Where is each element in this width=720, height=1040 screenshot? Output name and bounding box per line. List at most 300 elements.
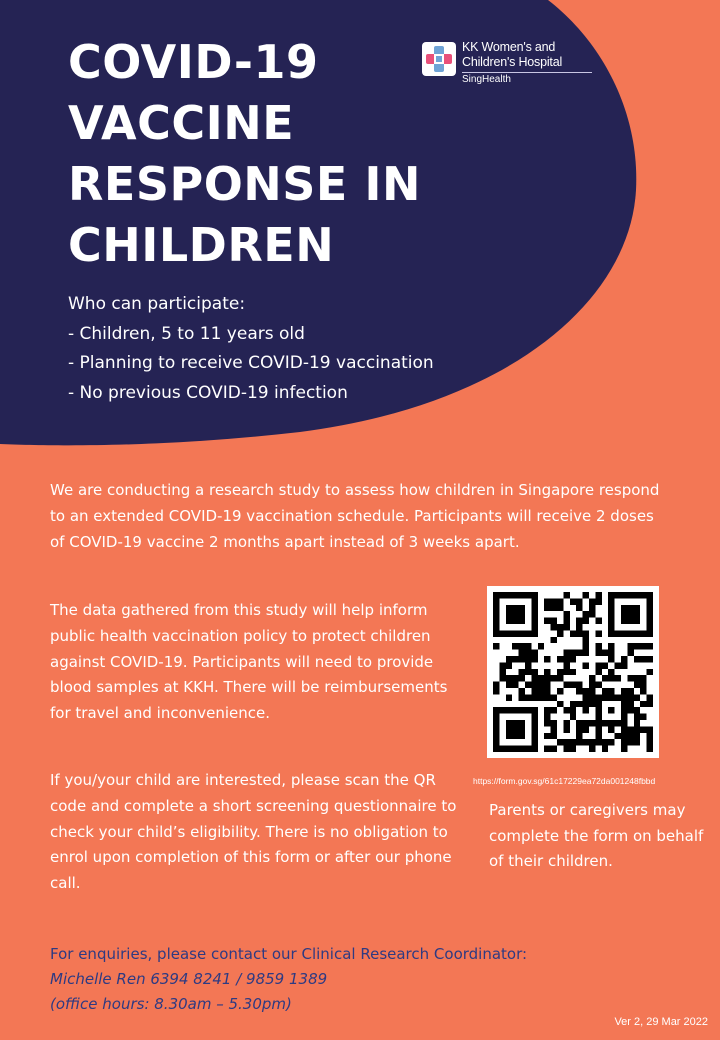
- qr-module: [634, 682, 640, 688]
- qr-module: [621, 656, 627, 662]
- qr-module: [512, 746, 518, 752]
- qr-module: [551, 618, 557, 624]
- qr-module: [621, 714, 627, 720]
- qr-module: [512, 707, 518, 713]
- qr-module: [583, 592, 589, 598]
- qr-module: [551, 746, 557, 752]
- qr-module: [531, 746, 537, 752]
- qr-module: [647, 624, 653, 630]
- qr-module: [531, 650, 537, 656]
- qr-module: [602, 688, 608, 694]
- hospital-logo: [422, 40, 582, 90]
- qr-module: [634, 605, 640, 611]
- qr-module: [583, 643, 589, 649]
- qr-module: [589, 675, 595, 681]
- qr-module: [576, 733, 582, 739]
- qr-module: [557, 675, 563, 681]
- qr-module: [557, 701, 563, 707]
- title-line: COVID-19: [68, 35, 319, 89]
- qr-module: [647, 694, 653, 700]
- qr-module: [506, 682, 512, 688]
- qr-module: [640, 726, 646, 732]
- qr-module: [551, 624, 557, 630]
- qr-module: [640, 714, 646, 720]
- qr-module: [647, 733, 653, 739]
- qr-module: [634, 592, 640, 598]
- criteria-item: - Planning to receive COVID-19 vaccination: [68, 353, 434, 373]
- qr-module: [563, 618, 569, 624]
- qr-module: [576, 739, 582, 745]
- qr-module: [647, 598, 653, 604]
- qr-module: [544, 746, 550, 752]
- qr-module: [493, 688, 499, 694]
- qr-module: [525, 669, 531, 675]
- qr-module: [493, 682, 499, 688]
- qr-module: [531, 688, 537, 694]
- qr-module: [634, 714, 640, 720]
- qr-module: [499, 669, 505, 675]
- qr-module: [621, 618, 627, 624]
- qr-module: [544, 618, 550, 624]
- qr-module: [576, 624, 582, 630]
- qr-module: [621, 592, 627, 598]
- qr-module: [512, 720, 518, 726]
- qr-module: [640, 675, 646, 681]
- qr-module: [557, 688, 563, 694]
- qr-module: [583, 688, 589, 694]
- qr-module: [512, 605, 518, 611]
- qr-module: [576, 701, 582, 707]
- qr-module: [544, 714, 550, 720]
- qr-module: [519, 605, 525, 611]
- qr-module: [627, 592, 633, 598]
- qr-module: [512, 618, 518, 624]
- qr-module: [595, 630, 601, 636]
- qr-module: [608, 707, 614, 713]
- qr-module: [621, 746, 627, 752]
- qr-module: [647, 726, 653, 732]
- qr-code[interactable]: [487, 586, 659, 758]
- qr-module: [640, 682, 646, 688]
- qr-module: [615, 662, 621, 668]
- qr-module: [499, 630, 505, 636]
- qr-module: [544, 675, 550, 681]
- qr-module: [493, 618, 499, 624]
- qr-module: [563, 739, 569, 745]
- qr-module: [493, 598, 499, 604]
- qr-module: [608, 720, 614, 726]
- qr-module: [557, 605, 563, 611]
- qr-module: [519, 669, 525, 675]
- qr-module: [519, 707, 525, 713]
- qr-module: [583, 630, 589, 636]
- eligibility-criteria: [68, 290, 434, 408]
- qr-module: [557, 624, 563, 630]
- qr-module: [647, 618, 653, 624]
- qr-module: [544, 656, 550, 662]
- qr-module: [506, 720, 512, 726]
- qr-module: [506, 618, 512, 624]
- qr-module: [512, 682, 518, 688]
- qr-module: [583, 662, 589, 668]
- qr-module: [583, 701, 589, 707]
- parents-note: Parents or caregivers may complete the form on behalf of their children.: [489, 801, 704, 870]
- title-line: VACCINE: [68, 96, 295, 150]
- hospital-name-line: KK Women's and: [462, 40, 556, 54]
- qr-module: [525, 592, 531, 598]
- qr-module: [608, 669, 614, 675]
- qr-module: [583, 720, 589, 726]
- qr-module: [563, 611, 569, 617]
- qr-module: [544, 682, 550, 688]
- qr-module: [531, 669, 537, 675]
- qr-module: [557, 656, 563, 662]
- qr-module: [531, 675, 537, 681]
- qr-module: [640, 592, 646, 598]
- qr-module: [551, 605, 557, 611]
- qr-module: [563, 592, 569, 598]
- qr-module: [506, 746, 512, 752]
- qr-module: [583, 707, 589, 713]
- qr-module: [512, 611, 518, 617]
- qr-module: [576, 618, 582, 624]
- qr-module: [557, 669, 563, 675]
- qr-module: [531, 733, 537, 739]
- qr-module: [557, 598, 563, 604]
- qr-module: [506, 707, 512, 713]
- qr-module: [519, 720, 525, 726]
- qr-module: [525, 643, 531, 649]
- qr-module: [519, 688, 525, 694]
- contact-block: [50, 942, 527, 1017]
- qr-module: [621, 707, 627, 713]
- qr-module: [519, 592, 525, 598]
- qr-module: [640, 656, 646, 662]
- qr-module: [570, 707, 576, 713]
- qr-module: [589, 682, 595, 688]
- qr-module: [531, 694, 537, 700]
- qr-module: [595, 682, 601, 688]
- interest-paragraph: If you/your child are interested, please scan the QR code and complete a short screening questionnaire to check your child’s eligibility. There is no obligation to enrol upon completion of this form or after our phone call.: [50, 771, 457, 893]
- qr-module: [506, 694, 512, 700]
- qr-module: [570, 714, 576, 720]
- qr-module: [519, 650, 525, 656]
- qr-module: [621, 630, 627, 636]
- qr-module: [551, 720, 557, 726]
- qr-module: [576, 630, 582, 636]
- qr-module: [551, 675, 557, 681]
- qr-module: [506, 592, 512, 598]
- qr-module: [595, 643, 601, 649]
- qr-module: [608, 611, 614, 617]
- qr-module: [627, 618, 633, 624]
- qr-module: [647, 656, 653, 662]
- qr-module: [615, 733, 621, 739]
- qr-module: [595, 598, 601, 604]
- qr-module: [551, 733, 557, 739]
- qr-module: [602, 720, 608, 726]
- qr-module: [570, 598, 576, 604]
- qr-module: [544, 688, 550, 694]
- qr-module: [634, 694, 640, 700]
- qr-module: [551, 598, 557, 604]
- contact-person: Michelle Ren 6394 8241 / 9859 1389: [50, 970, 328, 988]
- qr-module: [531, 714, 537, 720]
- qr-module: [519, 611, 525, 617]
- qr-module: [634, 726, 640, 732]
- qr-module: [525, 694, 531, 700]
- qr-module: [551, 694, 557, 700]
- hospital-name: [462, 40, 562, 70]
- qr-module: [640, 643, 646, 649]
- qr-module: [634, 643, 640, 649]
- qr-module: [595, 662, 601, 668]
- qr-module: [538, 688, 544, 694]
- qr-module: [525, 650, 531, 656]
- qr-module: [634, 675, 640, 681]
- qr-module: [499, 746, 505, 752]
- qr-module: [525, 662, 531, 668]
- kkh-cross-logo-icon: [422, 42, 456, 76]
- qr-module: [512, 630, 518, 636]
- qr-module: [621, 694, 627, 700]
- qr-module: [538, 682, 544, 688]
- qr-module: [589, 720, 595, 726]
- qr-module: [493, 630, 499, 636]
- qr-module: [557, 739, 563, 745]
- qr-module: [595, 733, 601, 739]
- qr-module: [506, 733, 512, 739]
- qr-module: [525, 707, 531, 713]
- qr-module: [570, 746, 576, 752]
- qr-module: [595, 669, 601, 675]
- qr-module: [595, 701, 601, 707]
- qr-module: [519, 656, 525, 662]
- qr-module: [499, 675, 505, 681]
- qr-module: [595, 707, 601, 713]
- qr-module: [627, 739, 633, 745]
- qr-module: [493, 733, 499, 739]
- qr-module: [640, 630, 646, 636]
- qr-module: [551, 726, 557, 732]
- qr-module: [576, 720, 582, 726]
- qr-module: [608, 618, 614, 624]
- qr-module: [608, 624, 614, 630]
- qr-module: [531, 611, 537, 617]
- qr-module: [576, 726, 582, 732]
- poster-title: [68, 32, 421, 276]
- qr-module: [595, 720, 601, 726]
- qr-module: [608, 650, 614, 656]
- qr-module: [627, 707, 633, 713]
- qr-module: [519, 694, 525, 700]
- qr-module: [563, 746, 569, 752]
- qr-module: [519, 618, 525, 624]
- qr-module: [621, 605, 627, 611]
- title-line: RESPONSE IN: [68, 157, 421, 211]
- qr-module: [570, 682, 576, 688]
- qr-module: [538, 675, 544, 681]
- qr-module: [634, 707, 640, 713]
- qr-module: [589, 701, 595, 707]
- qr-module: [563, 650, 569, 656]
- qr-module: [493, 746, 499, 752]
- qr-module: [615, 592, 621, 598]
- qr-module: [544, 669, 550, 675]
- qr-module: [647, 643, 653, 649]
- office-hours: (office hours: 8.30am – 5.30pm): [50, 995, 292, 1013]
- qr-module: [557, 630, 563, 636]
- qr-module: [627, 643, 633, 649]
- qr-module: [595, 592, 601, 598]
- qr-module: [493, 720, 499, 726]
- qr-module: [544, 694, 550, 700]
- qr-module: [531, 618, 537, 624]
- qr-module: [563, 669, 569, 675]
- qr-module: [544, 707, 550, 713]
- qr-module: [570, 650, 576, 656]
- qr-module: [595, 650, 601, 656]
- qr-module: [512, 726, 518, 732]
- qr-module: [531, 656, 537, 662]
- qr-module: [647, 746, 653, 752]
- logo-divider: [462, 72, 592, 73]
- qr-module: [608, 726, 614, 732]
- qr-module: [634, 611, 640, 617]
- qr-module: [544, 720, 550, 726]
- qr-module: [621, 720, 627, 726]
- qr-module: [589, 746, 595, 752]
- qr-module: [499, 592, 505, 598]
- qr-module: [583, 739, 589, 745]
- qr-module: [493, 592, 499, 598]
- qr-module: [493, 611, 499, 617]
- qr-module: [627, 733, 633, 739]
- qr-module: [531, 592, 537, 598]
- qr-module: [640, 701, 646, 707]
- qr-module: [634, 733, 640, 739]
- qr-code-icon: [493, 592, 653, 752]
- qr-module: [627, 611, 633, 617]
- qr-module: [627, 605, 633, 611]
- qr-module: [563, 707, 569, 713]
- qr-module: [493, 739, 499, 745]
- qr-module: [647, 630, 653, 636]
- qr-module: [570, 701, 576, 707]
- qr-module: [512, 656, 518, 662]
- qr-module: [583, 637, 589, 643]
- qr-module: [531, 624, 537, 630]
- qr-module: [608, 675, 614, 681]
- qr-module: [602, 662, 608, 668]
- qr-module: [519, 726, 525, 732]
- qr-module: [576, 650, 582, 656]
- qr-module: [589, 598, 595, 604]
- qr-module: [589, 611, 595, 617]
- qr-module: [519, 733, 525, 739]
- qr-module: [563, 720, 569, 726]
- qr-module: [615, 675, 621, 681]
- qr-module: [531, 739, 537, 745]
- qr-module: [627, 675, 633, 681]
- qr-module: [634, 618, 640, 624]
- qr-module: [563, 656, 569, 662]
- qr-module: [589, 688, 595, 694]
- qr-module: [589, 694, 595, 700]
- qr-module: [621, 733, 627, 739]
- qr-module: [506, 605, 512, 611]
- qr-module: [531, 630, 537, 636]
- qr-module: [538, 643, 544, 649]
- qr-module: [595, 726, 601, 732]
- qr-module: [602, 694, 608, 700]
- qr-module: [602, 739, 608, 745]
- qr-module: [621, 726, 627, 732]
- qr-module: [570, 656, 576, 662]
- qr-module: [544, 733, 550, 739]
- qr-module: [647, 669, 653, 675]
- qr-module: [608, 592, 614, 598]
- qr-module: [627, 650, 633, 656]
- qr-module: [506, 675, 512, 681]
- qr-module: [551, 637, 557, 643]
- qr-module: [570, 630, 576, 636]
- qr-module: [525, 656, 531, 662]
- qr-module: [512, 592, 518, 598]
- qr-module: [595, 714, 601, 720]
- qr-module: [627, 726, 633, 732]
- qr-module: [608, 656, 614, 662]
- form-url[interactable]: https://form.gov.sg/61c17229ea72da001248fbbd: [473, 776, 656, 786]
- qr-module: [583, 726, 589, 732]
- qr-module: [608, 739, 614, 745]
- qr-module: [583, 611, 589, 617]
- criteria-item: - No previous COVID-19 infection: [68, 382, 348, 403]
- qr-module: [525, 682, 531, 688]
- qr-module: [595, 694, 601, 700]
- qr-module: [576, 682, 582, 688]
- qr-module: [576, 688, 582, 694]
- qr-module: [506, 656, 512, 662]
- qr-module: [627, 701, 633, 707]
- qr-module: [589, 605, 595, 611]
- qr-module: [634, 630, 640, 636]
- qr-module: [621, 739, 627, 745]
- qr-module: [634, 656, 640, 662]
- qr-module: [615, 694, 621, 700]
- contact-lead: For enquiries, please contact our Clinical Research Coordinator:: [50, 945, 528, 963]
- qr-module: [608, 643, 614, 649]
- qr-module: [531, 707, 537, 713]
- qr-module: [602, 650, 608, 656]
- qr-module: [627, 630, 633, 636]
- qr-module: [576, 598, 582, 604]
- qr-module: [563, 662, 569, 668]
- hospital-group: SingHealth: [462, 74, 511, 85]
- qr-module: [570, 669, 576, 675]
- qr-module: [519, 643, 525, 649]
- study-description: We are conducting a research study to assess how children in Singapore respond to an extended COVID-19 vaccination schedule. Participants will receive 2 doses of COVID-19 vaccine 2 months apart instead of 3 weeks apart.: [50, 481, 660, 551]
- qr-module: [531, 605, 537, 611]
- qr-module: [647, 739, 653, 745]
- qr-module: [634, 739, 640, 745]
- qr-module: [608, 630, 614, 636]
- qr-module: [602, 675, 608, 681]
- qr-module: [531, 726, 537, 732]
- qr-module: [493, 707, 499, 713]
- qr-module: [538, 694, 544, 700]
- qr-module: [640, 688, 646, 694]
